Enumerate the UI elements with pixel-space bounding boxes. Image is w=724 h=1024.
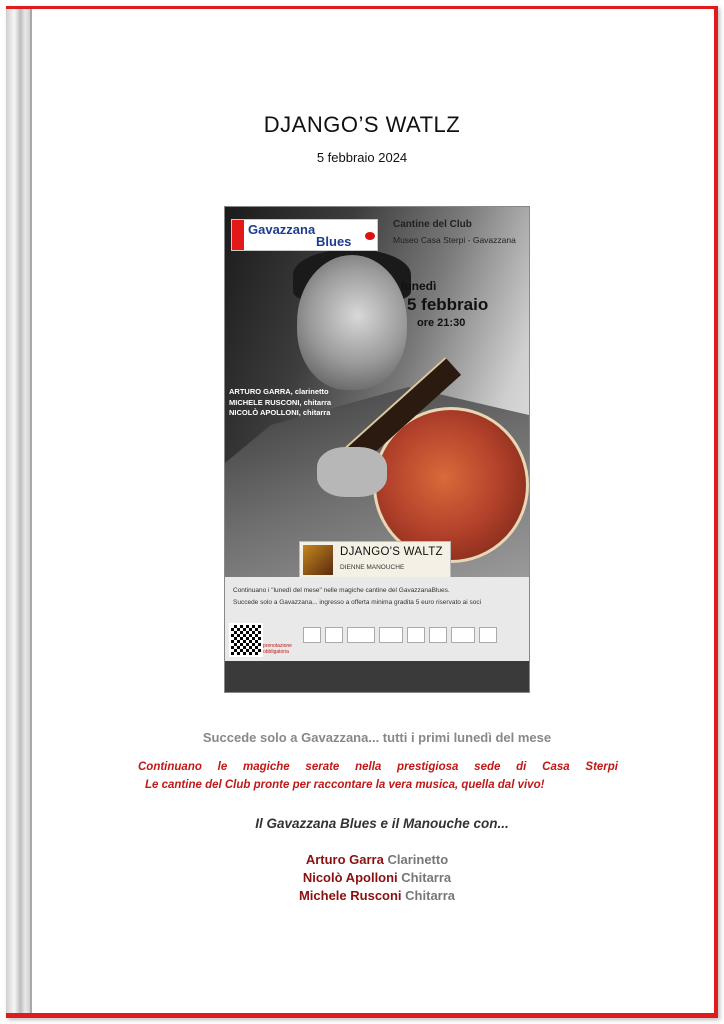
poster-info-text <box>233 585 530 609</box>
highlight-line-1: Continuano le magiche serate nella prestigiosa sede di Casa Sterpi <box>138 761 618 773</box>
album-title: DJANGO'S WALTZ <box>340 546 443 558</box>
manouche-heading: Il Gavazzana Blues e il Manouche con... <box>255 816 509 831</box>
album-banner <box>299 541 451 579</box>
musician-name: Michele Rusconi <box>298 888 402 903</box>
sponsor-logo-icon <box>325 627 343 643</box>
sponsor-logo-icon <box>451 627 475 643</box>
musician-item <box>0 851 724 869</box>
head-shape <box>297 255 407 390</box>
hand-shape <box>317 447 387 497</box>
musician-instrument: Chitarra <box>401 870 452 885</box>
document-date: 5 febbraio 2024 <box>316 150 408 165</box>
musician-instrument: Chitarra <box>405 888 456 903</box>
sponsor-logos <box>303 627 503 647</box>
sponsor-logo-icon <box>303 627 321 643</box>
musician-name: Nicolò Apolloni <box>302 870 398 885</box>
booking-note: prenotazione obbligatoria <box>263 643 292 655</box>
sponsor-logo-icon <box>429 627 447 643</box>
poster-footer-strip <box>225 661 530 693</box>
musician-item <box>0 887 724 905</box>
poster-day: lunedì <box>401 279 437 293</box>
poster-venue-sub: Museo Casa Sterpi - Gavazzana <box>393 235 516 245</box>
poster-cast-item: MICHELE RUSCONI, chitarra <box>229 397 332 407</box>
sponsor-logo-icon <box>407 627 425 643</box>
poster-cast-item: ARTURO GARRA, clarinetto <box>229 387 329 396</box>
poster-time: ore 21:30 <box>417 317 466 329</box>
logo-red-bar <box>232 220 244 250</box>
logo-text-1: Gavazzana <box>248 222 316 237</box>
album-subtitle: DIENNE MANOUCHE <box>340 564 405 571</box>
poster-venue: Cantine del Club <box>393 219 472 230</box>
poster-date: 5 febbraio <box>407 295 489 314</box>
lead-text: Succede solo a Gavazzana... tutti i primi lunedì del mese <box>202 730 552 745</box>
qr-code-icon <box>229 623 263 657</box>
logo-text-2: Blues <box>316 234 352 249</box>
gavazzana-blues-logo <box>231 219 378 251</box>
album-cover-icon <box>303 545 333 575</box>
musician-instrument: Clarinetto <box>387 852 449 867</box>
musician-list <box>0 851 724 905</box>
sponsor-logo-icon <box>379 627 403 643</box>
poster-info-line: Continuano i "lunedì del mese" nelle magiche cantine del GavazzanaBlues. <box>233 587 450 594</box>
highlight-line-2: Le cantine del Club pronte per raccontare la vera musica, quella dal vivo! <box>145 779 545 791</box>
sponsor-logo-icon <box>347 627 375 643</box>
document-title: DJANGO’S WATLZ <box>263 112 461 137</box>
musician-item <box>0 869 724 887</box>
musician-name: Arturo Garra <box>305 852 384 867</box>
sponsor-logo-icon <box>479 627 497 643</box>
poster-info-line: Succede solo a Gavazzana... ingresso a offerta minima gradita 5 euro riservato ai soci <box>233 599 482 606</box>
poster-cast-item: NICOLÒ APOLLONI, chitarra <box>229 408 331 417</box>
poster-cast <box>229 387 331 419</box>
ladybug-icon <box>365 232 375 240</box>
event-poster <box>224 206 530 693</box>
